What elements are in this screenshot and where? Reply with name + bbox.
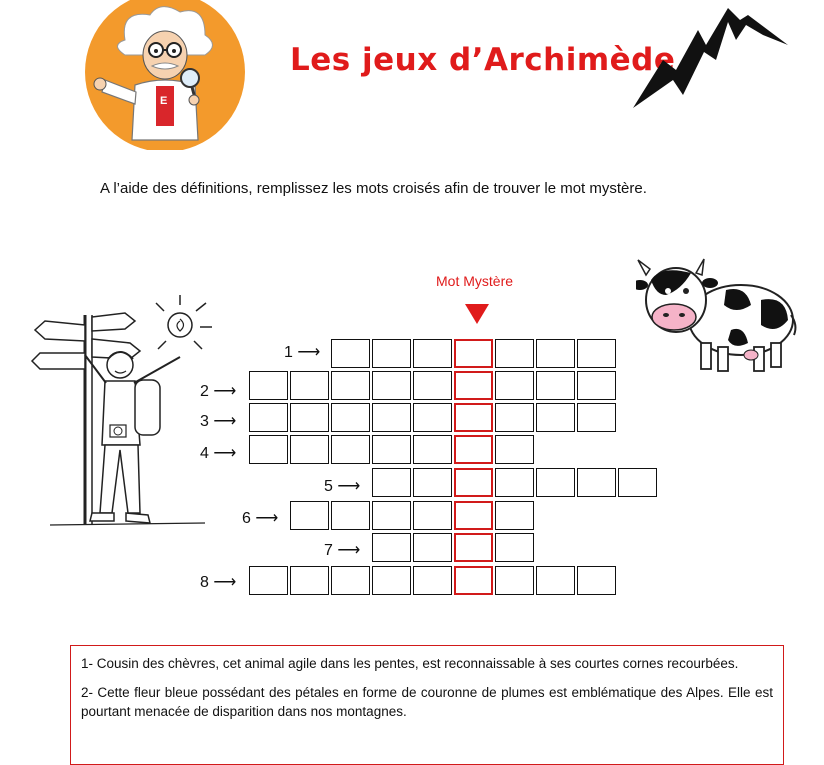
row-label-1: 1 ⟶ — [284, 344, 321, 361]
grid-cell[interactable] — [536, 403, 575, 432]
grid-cell[interactable] — [536, 468, 575, 497]
grid-cell[interactable] — [331, 403, 370, 432]
grid-cell[interactable] — [372, 403, 411, 432]
grid-cell[interactable] — [413, 566, 452, 595]
hiker-illustration — [30, 275, 230, 535]
grid-cell[interactable] — [495, 435, 534, 464]
grid-cell[interactable] — [290, 371, 329, 400]
grid-cell[interactable] — [495, 501, 534, 530]
mountain-icon — [628, 0, 798, 112]
grid-cell[interactable] — [577, 339, 616, 368]
grid-cell[interactable] — [372, 501, 411, 530]
grid-cell[interactable] — [413, 435, 452, 464]
grid-cell[interactable] — [413, 339, 452, 368]
row-label-2: 2 ⟶ — [200, 383, 237, 400]
grid-cell[interactable] — [249, 371, 288, 400]
grid-cell[interactable] — [372, 468, 411, 497]
grid-cell[interactable] — [290, 435, 329, 464]
grid-cell[interactable] — [495, 468, 534, 497]
grid-cell[interactable] — [495, 339, 534, 368]
grid-cell[interactable] — [249, 566, 288, 595]
archimede-logo — [80, 0, 250, 150]
grid-cell[interactable] — [331, 566, 370, 595]
page-title: Les jeux d’Archimède — [290, 42, 676, 78]
row-label-5: 5 ⟶ — [324, 478, 361, 495]
grid-cell[interactable] — [577, 566, 616, 595]
grid-cell[interactable] — [413, 533, 452, 562]
grid-cell[interactable] — [577, 403, 616, 432]
grid-cell[interactable] — [618, 468, 657, 497]
grid-cell[interactable] — [413, 371, 452, 400]
grid-cell[interactable] — [331, 435, 370, 464]
grid-cell[interactable] — [372, 533, 411, 562]
grid-cell[interactable] — [495, 533, 534, 562]
grid-cell[interactable] — [577, 371, 616, 400]
grid-cell[interactable] — [372, 339, 411, 368]
grid-cell[interactable] — [413, 468, 452, 497]
logo-badge-letter: E — [160, 95, 168, 107]
grid-cell[interactable] — [372, 435, 411, 464]
row-label-3: 3 ⟶ — [200, 413, 237, 430]
grid-cell[interactable] — [290, 566, 329, 595]
mystery-cell[interactable] — [454, 435, 493, 464]
mystery-cell[interactable] — [454, 468, 493, 497]
grid-cell[interactable] — [495, 403, 534, 432]
grid-cell[interactable] — [331, 371, 370, 400]
grid-cell[interactable] — [413, 403, 452, 432]
grid-cell[interactable] — [372, 566, 411, 595]
row-label-4: 4 ⟶ — [200, 445, 237, 462]
mystery-cell[interactable] — [454, 339, 493, 368]
clue-1: 1- Cousin des chèvres, cet animal agile dans les pentes, est reconnaissable à ses courtes cornes recourbées. — [81, 656, 739, 671]
mystery-cell[interactable] — [454, 533, 493, 562]
grid-cell[interactable] — [495, 566, 534, 595]
row-label-7: 7 ⟶ — [324, 542, 361, 559]
grid-cell[interactable] — [331, 501, 370, 530]
mystery-cell[interactable] — [454, 566, 493, 595]
row-label-6: 6 ⟶ — [242, 510, 279, 527]
mystery-cell[interactable] — [454, 501, 493, 530]
grid-cell[interactable] — [536, 371, 575, 400]
grid-cell[interactable] — [331, 339, 370, 368]
mystery-cell[interactable] — [454, 371, 493, 400]
grid-cell[interactable] — [290, 501, 329, 530]
mystery-cell[interactable] — [454, 403, 493, 432]
grid-cell[interactable] — [249, 435, 288, 464]
clue-2: 2- Cette fleur bleue possédant des pétales en forme de couronne de plumes est emblématique des Alpes. Elle est pourtant menacée de disparition dans nos montagnes. — [81, 685, 773, 719]
clues-box — [70, 645, 784, 765]
mystery-word-label: Mot Mystère — [436, 273, 514, 289]
grid-cell[interactable] — [577, 468, 616, 497]
grid-cell[interactable] — [290, 403, 329, 432]
down-arrow-icon — [463, 302, 491, 326]
grid-cell[interactable] — [413, 501, 452, 530]
grid-cell[interactable] — [495, 371, 534, 400]
instruction-text: A l’aide des définitions, remplissez les mots croisés afin de trouver le mot mystère. — [100, 180, 647, 197]
row-label-8: 8 ⟶ — [200, 574, 237, 591]
cow-illustration — [636, 255, 801, 380]
grid-cell[interactable] — [249, 403, 288, 432]
grid-cell[interactable] — [536, 339, 575, 368]
grid-cell[interactable] — [536, 566, 575, 595]
grid-cell[interactable] — [372, 371, 411, 400]
